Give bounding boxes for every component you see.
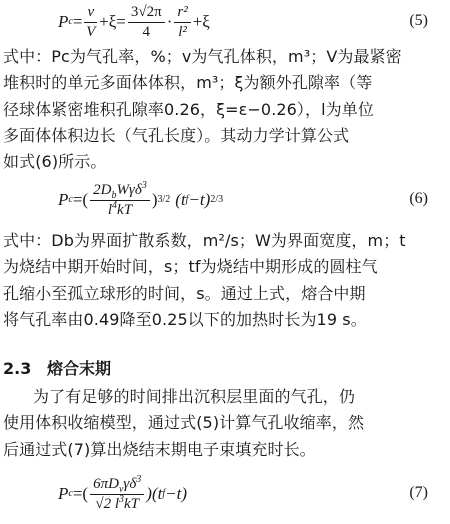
text-line: 后通过式(7)算出烧结末期电子束填充时长。 bbox=[3, 439, 316, 459]
eq6-frac: $\frac{2D_bW\gamma\delta^3}{l^4kT}$ bbox=[90, 183, 150, 218]
text-line: 式中：Db为界面扩散系数，m²/s；W为界面宽度，m；t bbox=[3, 231, 406, 250]
text-line: 多面体体积边长（气孔长度）。其动力学计算公式 bbox=[3, 125, 350, 145]
eq6-equals: =( bbox=[72, 190, 89, 209]
eq7-lhs: P bbox=[58, 484, 69, 503]
text-line: 为烧结中期开始时间，s；tf为烧结中期形成的圆柱气 bbox=[3, 257, 378, 277]
eq7-equals: =( bbox=[72, 484, 89, 503]
equation-6: P c =( $\frac{2D_bW\gamma\delta^3}{l^4kT}$ ) 3/2 (t f −t) 2/3 (6) bbox=[58, 179, 428, 218]
section-title: 熔合末期 bbox=[47, 359, 112, 378]
eq5-equals: = bbox=[72, 12, 83, 31]
text-line: 堆积时的单元多面体体积，m³；ξ为额外孔隙率（等 bbox=[3, 73, 373, 93]
eq5-frac3: $\frac{\text{r²}}{\text{l²}}$ bbox=[174, 5, 190, 40]
eq5-tail: +ξ bbox=[192, 12, 210, 31]
eq5-frac2: $\frac{3√2\pi}{4}$ bbox=[128, 5, 165, 40]
eq7-frac: $\frac{6\pi D_v\gamma\delta^3}{√2 l^3kT}$ bbox=[90, 477, 144, 512]
paragraph-3 bbox=[3, 384, 439, 463]
text-line: 如式(6)所示。 bbox=[3, 152, 107, 172]
text-line: 径球体紧密堆积孔隙率0.26，ξ=ε−0.26），l为单位 bbox=[3, 99, 374, 119]
text-line: 为了有足够的时间排出沉积层里面的气孔，仍 bbox=[33, 387, 356, 406]
text-line: 式中：Pc为气孔率，%；v为气孔体积，m³；V为最紧密 bbox=[3, 47, 402, 66]
eq5-plus-xi: +ξ= bbox=[99, 12, 126, 31]
paragraph-2 bbox=[3, 228, 439, 333]
eq5-dot: · bbox=[166, 12, 173, 31]
eq5-frac1: $\frac{v}{V}$ bbox=[86, 3, 96, 40]
section-number: 2.3 bbox=[3, 359, 32, 378]
eq6-lhs: P bbox=[58, 190, 69, 209]
equation-7: P c =( $\frac{6\pi D_v\gamma\delta^3}{√2 l^3kT}$ )(t f −t) (7) bbox=[58, 473, 428, 512]
section-heading bbox=[3, 356, 111, 379]
text-line: 孔缩小至孤立球形的时间，s。通过上式，熔合中期 bbox=[3, 283, 366, 303]
equation-number-6: (6) bbox=[409, 190, 428, 207]
text-line: 将气孔率由0.49降至0.25以下的加热时长为19 s。 bbox=[3, 309, 367, 329]
text-line: 使用体积收缩模型，通过式(5)计算气孔收缩率，然 bbox=[3, 413, 365, 433]
paragraph-1 bbox=[3, 44, 439, 175]
equation-number-5: (5) bbox=[409, 12, 428, 29]
equation-5: P c = $\frac{v}{V}$ +ξ= $\frac{3√2\pi}{4}$ · $\frac{\text{r²}}{\text{l²}}$ +ξ (5) bbox=[58, 3, 428, 40]
eq5-lhs: P bbox=[58, 12, 69, 31]
equation-number-7: (7) bbox=[409, 484, 428, 501]
